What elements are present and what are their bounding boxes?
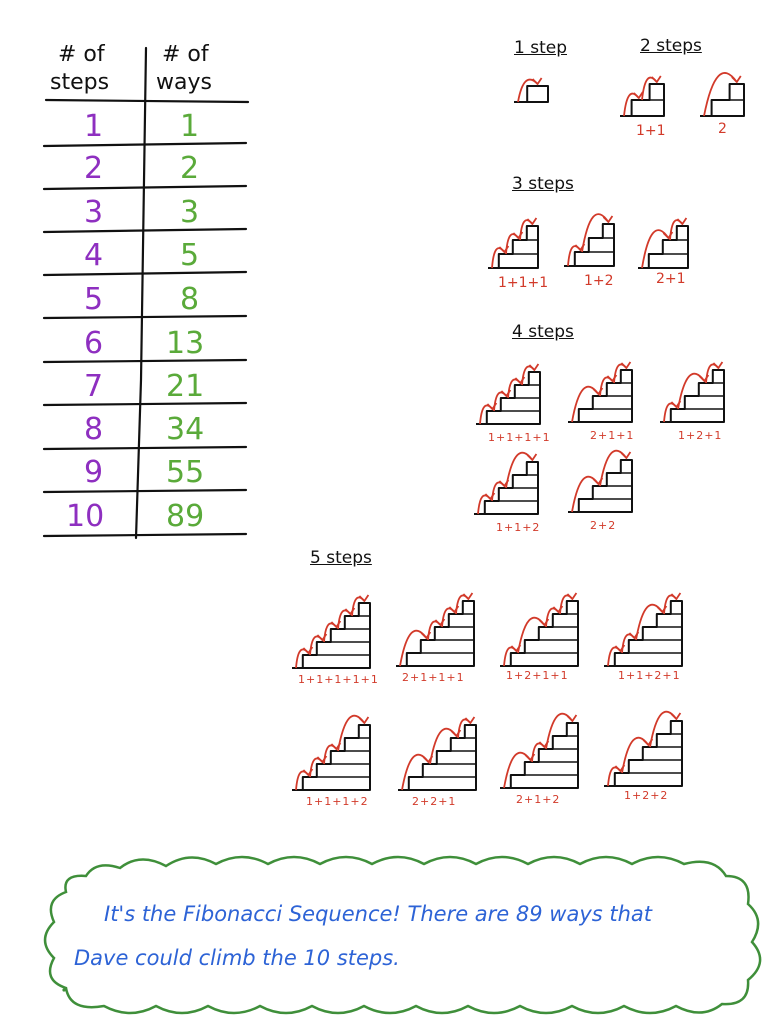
staircase xyxy=(292,595,370,668)
ways-value: 55 xyxy=(166,455,205,490)
ways-value: 13 xyxy=(166,326,205,361)
table-grid xyxy=(44,48,248,538)
title-5-steps: 5 steps xyxy=(310,548,372,568)
staircase xyxy=(500,593,578,666)
steps-value: 1 xyxy=(84,109,104,144)
combination-label: 1+2+2 xyxy=(624,789,669,802)
combination-label: 1+1+1+1 xyxy=(488,431,551,444)
staircase xyxy=(568,362,632,422)
title-2-steps: 2 steps xyxy=(640,36,702,56)
staircase xyxy=(488,218,538,268)
combination-label: 1+2 xyxy=(584,273,614,289)
ways-value: 34 xyxy=(166,412,205,447)
staircase xyxy=(638,218,688,268)
ways-value: 5 xyxy=(180,238,200,273)
ways-value: 1 xyxy=(180,109,200,144)
steps-value: 10 xyxy=(66,499,105,534)
combination-label: 1+1+1+1+1 xyxy=(298,673,379,686)
staircase xyxy=(514,78,548,102)
steps-value: 9 xyxy=(84,455,104,490)
staircase xyxy=(700,73,744,116)
combination-label: 2+1 xyxy=(656,271,686,287)
staircase xyxy=(604,712,682,786)
header-ways-line1: # of xyxy=(162,42,209,67)
staircase xyxy=(660,362,724,422)
header-steps-line1: # of xyxy=(58,42,105,67)
combination-label: 2+1+2 xyxy=(516,793,561,806)
header-ways-line2: ways xyxy=(156,70,212,95)
staircase xyxy=(474,453,538,514)
steps-value: 6 xyxy=(84,326,104,361)
steps-value: 5 xyxy=(84,282,104,317)
combination-label: 1+1+1 xyxy=(498,275,549,291)
combination-label: 2+1+1 xyxy=(590,429,635,442)
header-rule xyxy=(46,100,248,102)
steps-value: 4 xyxy=(84,238,104,273)
header-steps-line2: steps xyxy=(50,70,110,95)
combination-label: 1+1+1+2 xyxy=(306,795,369,808)
steps-value: 2 xyxy=(84,151,104,186)
steps-value: 7 xyxy=(84,369,104,404)
ways-value: 89 xyxy=(166,499,205,534)
staircase xyxy=(564,214,614,266)
ways-value: 8 xyxy=(180,282,200,317)
staircase xyxy=(292,716,370,790)
combination-label: 2+1+1+1 xyxy=(402,671,465,684)
title-1-step: 1 step xyxy=(514,38,567,58)
title-3-steps: 3 steps xyxy=(512,174,574,194)
staircase xyxy=(398,717,476,790)
steps-value: 8 xyxy=(84,412,104,447)
speech-cloud xyxy=(45,857,760,1013)
cloud-text-line2: Dave could climb the 10 steps. xyxy=(74,946,400,970)
ways-value: 2 xyxy=(180,151,200,186)
table-divider xyxy=(136,48,146,538)
staircase xyxy=(476,364,540,424)
combination-label: 1+1 xyxy=(636,123,666,139)
combination-label: 1+2+1 xyxy=(678,429,723,442)
ways-value: 3 xyxy=(180,195,200,230)
steps-value: 3 xyxy=(84,195,104,230)
staircase xyxy=(396,593,474,666)
combination-label: 1+1+2+1 xyxy=(618,669,681,682)
combination-label: 2+2+1 xyxy=(412,795,457,808)
combination-label: 1+2+1+1 xyxy=(506,669,569,682)
ways-value: 21 xyxy=(166,369,205,404)
cloud-text-line1: It's the Fibonacci Sequence! There are 89 ways that xyxy=(104,902,653,926)
staircase xyxy=(500,714,578,788)
title-4-steps: 4 steps xyxy=(512,322,574,342)
staircase xyxy=(568,451,632,512)
combination-label: 2+2 xyxy=(590,519,617,532)
combination-label: 2 xyxy=(718,121,727,137)
staircase xyxy=(604,593,682,666)
staircase xyxy=(620,76,664,116)
combination-label: 1+1+2 xyxy=(496,521,541,534)
